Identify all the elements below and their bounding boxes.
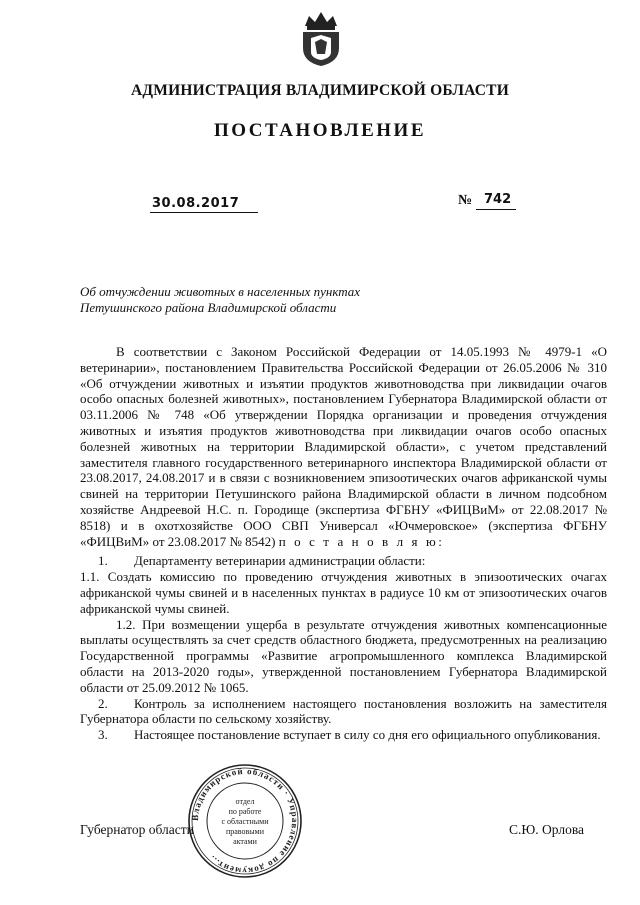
date-underline bbox=[150, 212, 258, 213]
item-1 bbox=[80, 553, 607, 569]
number-underline bbox=[476, 209, 516, 210]
document-body bbox=[80, 344, 607, 743]
stamp-line-3: с областными bbox=[221, 817, 269, 826]
item-1-2: 1.2. При возмещении ущерба в результате отчуждения животных компенсационные выплаты осуществлять за счет средств областного бюджета, предусмотренных на реализацию Государственной программы «Развитие агропромышленного комплекса Владимирской области на 2013-2020 годы», утвержденной постановлением Губернатора Владимирской области от 25.09.2012 № 1065. bbox=[80, 616, 607, 695]
stamp-line-2: по работе bbox=[228, 807, 262, 816]
stamp-line-5: актами bbox=[233, 837, 257, 846]
resolve-text: п о с т а н о в л я ю: bbox=[278, 533, 445, 549]
document-type: ПОСТАНОВЛЕНИЕ bbox=[213, 120, 427, 141]
subject-line-1: Об отчуждении животных в населенных пунктах bbox=[80, 284, 361, 299]
item-2-number: 2. bbox=[98, 695, 108, 711]
item-2-text: Контроль за исполнением настоящего постановления возложить на заместителя Губернатора области по сельскому хозяйству. bbox=[80, 695, 607, 727]
item-3-number: 3. bbox=[98, 727, 108, 743]
item-2 bbox=[80, 696, 607, 728]
coat-of-arms-icon bbox=[299, 8, 343, 68]
item-3-text: Настоящее постановление вступает в силу со дня его официального опубликования. bbox=[134, 727, 601, 743]
subject-line-2: Петушинского района Владимирской области bbox=[80, 300, 337, 315]
document-subject bbox=[80, 284, 420, 316]
stamp-ring-text: Владимирской области · Управление по документ... bbox=[189, 765, 301, 877]
signature-name: С.Ю. Орлова bbox=[509, 822, 585, 837]
number-label: № bbox=[458, 193, 473, 208]
item-1-1: 1.1. Создать комиссию по проведению отчуждения животных в эпизоотических очагах африканской чумы свиней и в населенных пунктах в радиусе 10 км от эпизоотических очагов африканской чумы свиней. bbox=[80, 569, 607, 616]
stamp-line-4: правовыми bbox=[225, 827, 265, 836]
stamp-line-1: отдел bbox=[235, 797, 255, 806]
document-date: 30.08.2017 bbox=[152, 196, 240, 211]
preamble-paragraph bbox=[80, 344, 607, 549]
document-number: 742 bbox=[484, 192, 512, 207]
item-3 bbox=[80, 727, 607, 743]
item-1-number: 1. bbox=[98, 553, 108, 569]
item-1-text: Департаменту ветеринарии администрации области: bbox=[134, 553, 426, 569]
signature-position: Губернатор области bbox=[80, 822, 194, 837]
preamble-text: В соответствии с Законом Российской Федерации от 14.05.1993 № 4979-1 «О ветеринарии», постановлением Правительства Российской Федерации от 26.05.2006 № 310 «Об отчуждении животных и изъятии продуктов животноводства при ликвидации очагов особо опасных болезней животных», постановлением Губернатора Владимирской области от 03.11.2006 № 748 «Об утверждении Порядка организации и проведения отчуждения животных и изъятия продуктов животноводства при ликвидации очагов особо опасных болезней животных на территории Владимирской области», с учетом представлений заместителя главного государственного ветеринарного инспектора Владимирской области от 23.08.2017, 24.08.2017 и в связи с возникновением эпизоотических очагов африканской чумы свиней на территории Петушинского района Владимирской области в личном подсобном хозяйстве Андреевой Н.С. п. Городище (экспертиза ФГБНУ «ФИЦВиМ» от 22.08.2017 № 8518) и в охотхозяйстве ООО СВП Универсал «Ючмеровское» (экспертиза ФГБНУ «ФИЦВиМ» от 23.08.2017 № 8542) bbox=[80, 344, 607, 549]
organization-title: АДМИНИСТРАЦИЯ ВЛАДИМИРСКОЙ ОБЛАСТИ bbox=[131, 82, 509, 99]
official-stamp bbox=[186, 762, 304, 880]
